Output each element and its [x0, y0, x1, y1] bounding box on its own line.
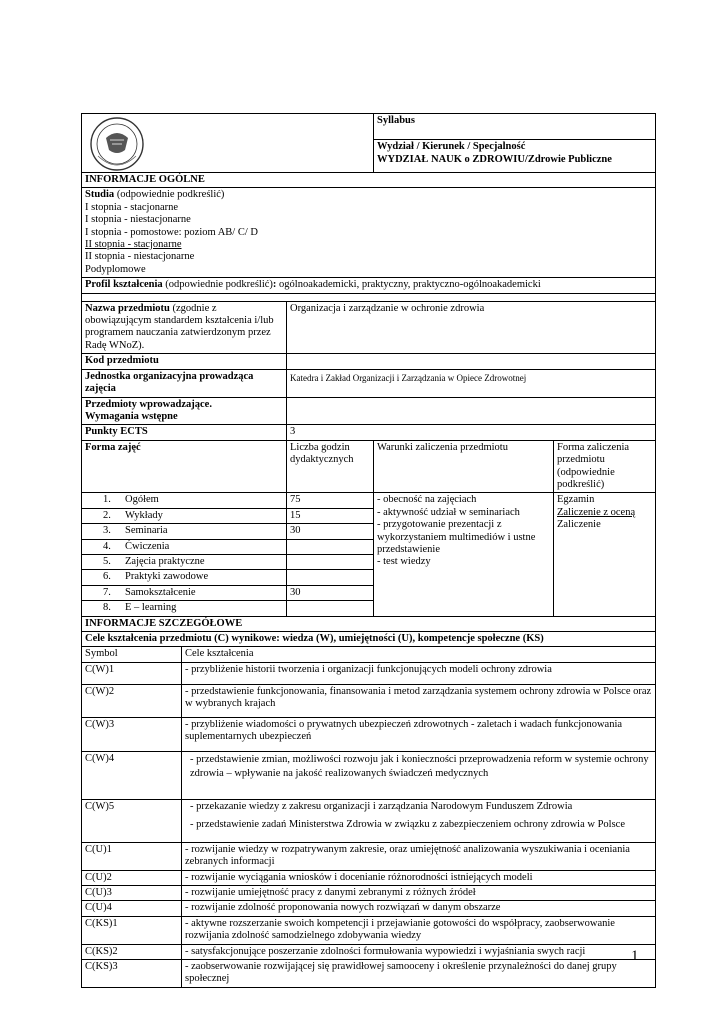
exam-option-selected: Zaliczenie z oceną — [557, 506, 636, 518]
form-hours: 30 — [287, 585, 374, 600]
form-row: 5. Zajęcia praktyczne — [82, 554, 287, 569]
goal-symbol: C(W)1 — [82, 662, 182, 684]
general-info-title: INFORMACJE OGÓLNE — [82, 173, 656, 188]
subject-name-value: Organizacja i zarządzanie w ochronie zdrowia — [287, 301, 656, 354]
prereq-value — [287, 397, 656, 425]
subject-code-value — [287, 354, 656, 369]
goal-text: - rozwijanie wyciągania wniosków i docenianie różnorodności istniejących modeli — [182, 870, 656, 885]
form-hours: 30 — [287, 524, 374, 539]
goal-symbol: C(KS)3 — [82, 960, 182, 988]
form-row: 8. E – learning — [82, 601, 287, 616]
profile-cell: Profil kształcenia (odpowiednie podkreślić): ogólnoakademicki, praktyczny, praktyczno-ogólnoakademicki — [82, 278, 656, 293]
form-row: 6. Praktyki zawodowe — [82, 570, 287, 585]
form-hours — [287, 554, 374, 569]
form-header: Forma zaliczenia przedmiotu (odpowiednie podkreślić) — [554, 440, 656, 493]
goal-text: - rozwijanie zdolność proponowania nowych rozwiązań w danym obszarze — [182, 901, 656, 916]
faculty-label: Wydział / Kierunek / Specjalność — [377, 141, 526, 153]
studies-option: I stopnia - niestacjonarne — [85, 214, 191, 226]
faculty-cell — [374, 140, 656, 173]
goal-text: - przybliżenie wiadomości o prywatnych ubezpieczeń zdrowotnych - zaletach i wadach funkcjonowania suplementarnych ubezpieczeń — [182, 717, 656, 751]
goal-text: - przedstawienie zmian, możliwości rozwoju jak i konieczności przeprowadzenia reform w systemie ochrony zdrowia – wpływanie na jakość realizowanych świadczeń medycznych — [182, 751, 656, 799]
studies-option: I stopnia - stacjonarne — [85, 201, 179, 213]
exam-form-cell: Egzamin Zaliczenie z oceną Zaliczenie — [554, 493, 656, 616]
form-hours: 75 — [287, 493, 374, 508]
unit-label: Jednostka organizacyjna prowadząca zajęcia — [82, 369, 287, 397]
goal-symbol: C(U)2 — [82, 870, 182, 885]
form-hours — [287, 570, 374, 585]
faculty-value: WYDZIAŁ NAUK o ZDROWIU/Zdrowie Publiczne — [377, 153, 612, 165]
studies-cell: Studia (odpowiednie podkreślić) I stopnia - stacjonarne I stopnia - niestacjonarne I stopnia - pomostowe: poziom AB/ C/ D II stopnia - stacjonarne II stopnia - niestacjonarne Podyplomowe — [82, 188, 656, 278]
form-hours: 15 — [287, 508, 374, 523]
form-hours — [287, 601, 374, 616]
goal-text: - rozwijanie wiedzy w rozpatrywanym zakresie, oraz umiejętność analizowania wyszukiwania i oceniania zebranych informacji — [182, 842, 656, 870]
form-row: 7. Samokształcenie — [82, 585, 287, 600]
goal-text: - przekazanie wiedzy z zakresu organizacji i zarządzania Narodowym Funduszem Zdrowia - przedstawienie zadań Ministerstwa Zdrowia w związku z zabezpieczeniem ochrony zdrowia w Polsce — [182, 799, 656, 842]
form-row: 4. Ćwiczenia — [82, 539, 287, 554]
unit-value: Katedra i Zakład Organizacji i Zarządzania w Opiece Zdrowotnej — [287, 369, 656, 397]
goal-symbol: C(W)5 — [82, 799, 182, 842]
subject-name-label-cell: Nazwa przedmiotu (zgodnie z obowiązującym standardem kształcenia i/lub programem nauczania zatwierdzonym przez Radę WNoZ). — [82, 301, 287, 354]
subject-code-label: Kod przedmiotu — [82, 354, 287, 369]
studies-option: II stopnia - niestacjonarne — [85, 251, 195, 263]
goal-text: - rozwijanie umiejętność pracy z danymi zebranymi z różnych źródeł — [182, 886, 656, 901]
col-goal: Cele kształcenia — [182, 647, 656, 662]
hours-header: Liczba godzin dydaktycznych — [287, 440, 374, 493]
goal-text: - przybliżenie historii tworzenia i organizacji funkcjonujących modeli ochrony zdrowia — [182, 662, 656, 684]
forms-label: Forma zajęć — [82, 440, 287, 493]
col-symbol: Symbol — [82, 647, 182, 662]
goals-title: Cele kształcenia przedmiotu (C) wynikowe: wiedza (W), umiejętności (U), kompetencje społeczne (KS) — [82, 632, 656, 647]
ects-value: 3 — [287, 425, 656, 440]
page-number: 1 — [631, 948, 639, 964]
form-row: 3. Seminaria — [82, 524, 287, 539]
syllabus-table — [81, 113, 656, 988]
goal-text: - satysfakcjonujące poszerzanie zdolności formułowania wypowiedzi i wyjaśniania swych racji — [182, 944, 656, 959]
conditions-cell: - obecność na zajęciach - aktywność udział w seminariach - przygotowanie prezentacji z wykorzystaniem multimediów i ustne przedstawienie - test wiedzy — [374, 493, 554, 616]
goal-text: - zaobserwowanie rozwijającej się prawidłowej samooceny i określenie przynależności do danej grupy społecznej — [182, 960, 656, 988]
goal-text: - przedstawienie funkcjonowania, finansowania i metod zarządzania systemem ochrony zdrowia w Polsce oraz w wybranych krajach — [182, 684, 656, 717]
university-seal-logo — [84, 116, 154, 172]
form-row: 2. Wykłady — [82, 508, 287, 523]
studies-option-selected: II stopnia - stacjonarne — [85, 239, 182, 251]
goal-symbol: C(W)2 — [82, 684, 182, 717]
goal-symbol: C(W)3 — [82, 717, 182, 751]
studies-option: I stopnia - pomostowe: poziom AB/ C/ D — [85, 226, 258, 238]
logo-cell — [82, 114, 374, 173]
studies-option: Podyplomowe — [85, 263, 146, 275]
goal-symbol: C(W)4 — [82, 751, 182, 799]
goal-symbol: C(U)1 — [82, 842, 182, 870]
goal-text: - aktywne rozszerzanie swoich kompetencji i przejawianie gotowości do współpracy, zaobserwowanie rozwijania zdolność samodzielnego zdobywania wiedzy — [182, 916, 656, 944]
goal-symbol: C(KS)1 — [82, 916, 182, 944]
studies-label: Studia — [85, 189, 115, 201]
syllabus-title: Syllabus — [374, 114, 656, 140]
form-row: 1. Ogółem — [82, 493, 287, 508]
ects-label: Punkty ECTS — [82, 425, 287, 440]
goal-symbol: C(U)4 — [82, 901, 182, 916]
form-hours — [287, 539, 374, 554]
conditions-header: Warunki zaliczenia przedmiotu — [374, 440, 554, 493]
goal-symbol: C(U)3 — [82, 886, 182, 901]
prereq-label: Przedmioty wprowadzające. Wymagania wstępne — [82, 397, 287, 425]
goal-symbol: C(KS)2 — [82, 944, 182, 959]
detail-title: INFORMACJE SZCZEGÓŁOWE — [82, 616, 656, 631]
